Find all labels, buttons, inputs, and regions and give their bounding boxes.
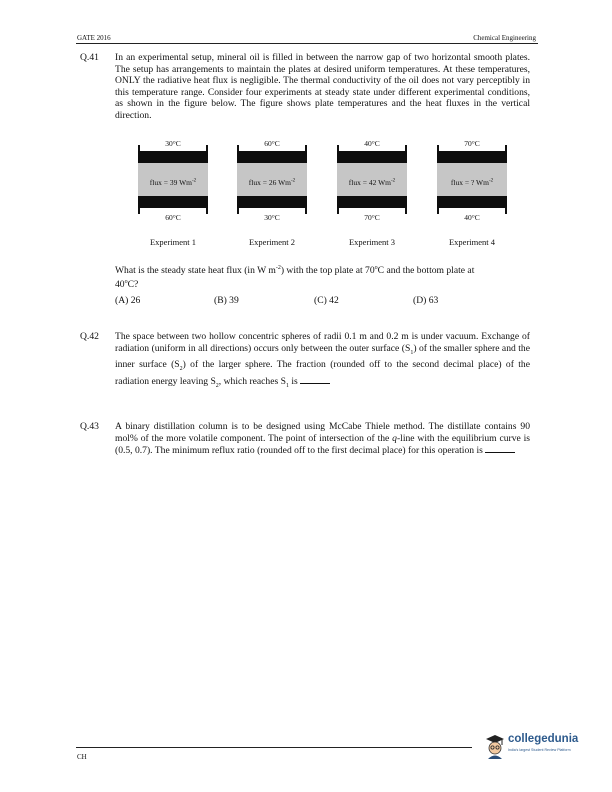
question-41-text: In an experimental setup, mineral oil is filled in between the narrow gap of two horizontal smooth plates. The setup has arrangements to maintain the plates at desired uniform temperatures. At these temperatures, ONLY the radiative heat flux is negligible. The thermal conductivity of the oil does not vary perceptibly in this temperature range. Consider four experiments at steady state under different experimental conditions, as shown in the figure below. The figure shows plate temperatures and the heat fluxes in the vertical direction. [115, 52, 530, 121]
option-c[interactable]: (C) 42 [314, 295, 339, 306]
question-43-number: Q.43 [80, 421, 99, 432]
option-a[interactable]: (A) 26 [115, 295, 141, 306]
experiment-1 [138, 139, 208, 247]
experiment-4 [437, 139, 507, 247]
flux-label: flux = 42 $Wm^{-2}$ [348, 178, 396, 187]
mascot-icon [484, 733, 506, 759]
experiment-2 [237, 139, 307, 247]
header-right: Chemical Engineering [473, 34, 536, 42]
top-temp: 60°C [264, 139, 280, 148]
bottom-plate [437, 196, 507, 208]
question-42-text: The space between two hollow concentric spheres of radii 0.1 m and 0.2 m is under vacuum. Exchange of radiation (uniform in all directions) occurs only between the outer surface $(S_1)$ of the smaller sphere and the inner surface $(S_2)$ of the larger sphere. The fraction (rounded off to the second decimal place) of the radiation energy leaving $S_2$, which reaches $S_1$ is [115, 331, 530, 390]
top-plate [138, 151, 208, 163]
footer-rule [76, 747, 472, 748]
bottom-plate [337, 196, 407, 208]
collegedunia-logo [484, 733, 580, 767]
answer-blank[interactable] [485, 444, 515, 453]
experiment-label: Experiment 3 [348, 237, 396, 247]
option-d[interactable]: (D) 63 [413, 295, 439, 306]
footer-left: CH [77, 753, 87, 761]
top-plate [237, 151, 307, 163]
top-plate [337, 151, 407, 163]
flux-label: flux = 39 $Wm^{-2}$ [149, 178, 197, 187]
bottom-temp: 40°C [464, 213, 480, 222]
top-temp: 70°C [464, 139, 480, 148]
bottom-temp: 60°C [165, 213, 181, 222]
bottom-plate [237, 196, 307, 208]
logo-wordmark: collegedunia [508, 733, 579, 745]
experiment-label: Experiment 4 [448, 237, 496, 247]
top-temp: 30°C [165, 139, 181, 148]
question-41-prompt: What is the steady state heat flux (in W $m^{-2}$) with the top plate at 70$^o$C and the bottom plate at 40$^o$C? [115, 265, 475, 290]
option-b[interactable]: (B) 39 [214, 295, 239, 306]
top-plate [437, 151, 507, 163]
top-temp: 40°C [364, 139, 380, 148]
experiment-3 [337, 139, 407, 247]
bottom-temp: 70°C [364, 213, 380, 222]
question-43-text: A binary distillation column is to be designed using McCabe Thiele method. The distillate contains 90 mol% of the more volatile component. The point of intersection of the q-line with the equilibrium curve is (0.5, 0.7). The minimum reflux ratio (rounded off to the first decimal place) for this operation is [115, 421, 531, 456]
header-rule [76, 43, 538, 44]
bottom-plate [138, 196, 208, 208]
question-42-number: Q.42 [80, 331, 99, 342]
flux-label: flux = 26 $Wm^{-2}$ [248, 178, 296, 187]
answer-blank[interactable] [300, 375, 330, 384]
bottom-temp: 30°C [264, 213, 280, 222]
header-left: GATE 2016 [77, 34, 111, 42]
experiment-label: Experiment 2 [248, 237, 296, 247]
flux-label: flux = ? $Wm^{-2}$ [450, 178, 494, 187]
question-41-number: Q.41 [80, 52, 99, 63]
logo-tagline: India's largest Student Review Platform [508, 748, 571, 752]
experiment-label: Experiment 1 [149, 237, 197, 247]
